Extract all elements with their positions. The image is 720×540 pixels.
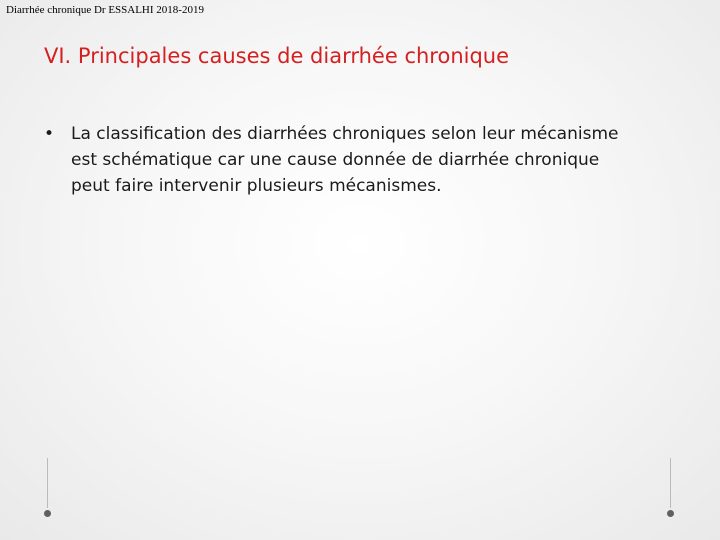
left-decorative-dot-icon bbox=[44, 510, 51, 517]
right-decorative-line bbox=[670, 458, 671, 508]
bullet-icon: • bbox=[44, 124, 55, 144]
slide-title: VI. Principales causes de diarrhée chronique bbox=[44, 44, 510, 68]
bullet-item bbox=[44, 121, 624, 199]
slide-header: Diarrhée chronique Dr ESSALHI 2018-2019 bbox=[6, 4, 204, 16]
right-decorative-dot-icon bbox=[667, 510, 674, 517]
left-decorative-line bbox=[47, 458, 48, 508]
bullet-text: La classification des diarrhées chroniques selon leur mécanisme est schématique car une cause donnée de diarrhée chronique peut faire intervenir plusieurs mécanismes. bbox=[71, 124, 619, 196]
slide-content bbox=[44, 121, 624, 199]
